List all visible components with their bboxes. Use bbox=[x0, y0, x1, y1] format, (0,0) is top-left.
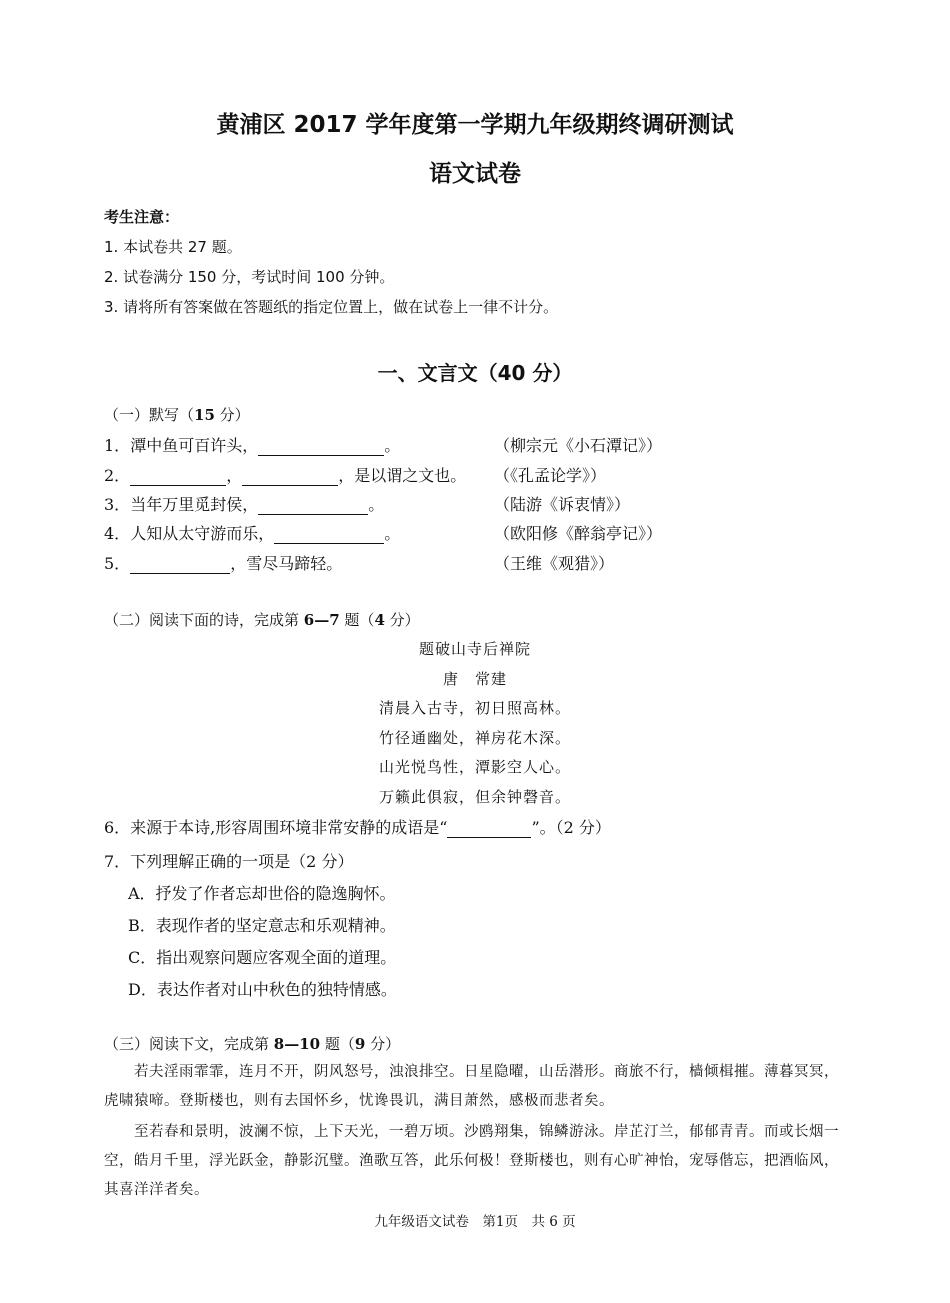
answer-blank[interactable] bbox=[258, 498, 368, 515]
option-d: D．表达作者对山中秋色的独特情感。 bbox=[128, 980, 397, 999]
question-3-source: （陆游《诉衷情》） bbox=[494, 495, 631, 514]
part2-heading: （二）阅读下面的诗，完成第 6—7 题（4 分） bbox=[104, 611, 420, 629]
question-5: 5． ，雪尽马蹄轻。 bbox=[104, 554, 343, 573]
question-7: 7．下列理解正确的一项是（2 分） bbox=[104, 852, 354, 871]
answer-blank[interactable] bbox=[274, 527, 384, 544]
question-4: 4．人知从太守游而乐， 。 bbox=[104, 524, 401, 543]
option-c: C．指出观察问题应客观全面的道理。 bbox=[128, 948, 397, 967]
passage-paragraph-2: 至若春和景明，波澜不惊，上下天光，一碧万顷。沙鸥翔集，锦鳞游泳。岸芷汀兰，郁郁青青。而或长烟一空，皓月千里，浮光跃金，静影沉璧。渔歌互答，此乐何极！登斯楼也，则有心旷神怡，宠辱偕忘，把酒临风，其喜洋洋者矣。 bbox=[104, 1124, 839, 1198]
question-4-source: （欧阳修《醉翁亭记》） bbox=[494, 524, 663, 543]
poem-author: 唐 常建 bbox=[442, 670, 507, 688]
answer-blank[interactable] bbox=[130, 469, 226, 486]
notice-item-1: 1. 本试卷共 27 题。 bbox=[104, 238, 242, 256]
question-5-source: （王维《观猎》） bbox=[494, 554, 615, 573]
section-title: 一、文言文（40 分） bbox=[377, 361, 573, 385]
answer-blank[interactable] bbox=[258, 439, 384, 456]
option-a: A．抒发了作者忘却世俗的隐逸胸怀。 bbox=[128, 884, 396, 903]
answer-blank[interactable] bbox=[447, 821, 531, 838]
question-2: 2． ， ，是以谓之文也。 bbox=[104, 466, 467, 485]
question-6: 6．来源于本诗,形容周围环境非常安静的成语是“ ”。（2 分） bbox=[104, 818, 611, 837]
notice-heading: 考生注意： bbox=[104, 208, 180, 226]
answer-blank[interactable] bbox=[242, 469, 338, 486]
notice-item-2: 2. 试卷满分 150 分，考试时间 100 分钟。 bbox=[104, 268, 395, 286]
passage-paragraph-1: 若夫淫雨霏霏，连月不开，阴风怒号，浊浪排空。日星隐曜，山岳潜形。商旅不行，樯倾楫摧。薄暮冥冥，虎啸猿啼。登斯楼也，则有去国怀乡，忧谗畏讥，满目萧然，感极而悲者矣。 bbox=[104, 1064, 839, 1109]
poem-line: 万籁此俱寂，但余钟磬音。 bbox=[378, 788, 571, 806]
part1-heading: （一）默写（15 分） bbox=[104, 406, 250, 424]
part3-heading: （三）阅读下文，完成第 8—10 题（9 分） bbox=[104, 1035, 401, 1053]
notice-item-3: 3. 请将所有答案做在答题纸的指定位置上，做在试卷上一律不计分。 bbox=[104, 298, 559, 316]
question-2-source: （《孔孟论学》） bbox=[494, 466, 607, 485]
option-b: B．表现作者的坚定意志和乐观精神。 bbox=[128, 916, 396, 935]
question-3: 3．当年万里觅封侯， 。 bbox=[104, 495, 385, 514]
page-footer: 九年级语文试卷 第1页 共 6 页 bbox=[374, 1214, 576, 1230]
exam-title: 黄浦区 2017 学年度第一学期九年级期终调研测试 bbox=[216, 112, 734, 138]
poem-title: 题破山寺后禅院 bbox=[418, 640, 531, 658]
answer-blank[interactable] bbox=[130, 557, 230, 574]
exam-subtitle: 语文试卷 bbox=[429, 161, 521, 187]
poem-line: 竹径通幽处，禅房花木深。 bbox=[378, 729, 571, 747]
question-1-source: （柳宗元《小石潭记》） bbox=[494, 436, 663, 455]
question-1: 1．潭中鱼可百许头， 。 bbox=[104, 436, 401, 455]
poem-line: 清晨入古寺，初日照高林。 bbox=[378, 699, 571, 717]
poem-line: 山光悦鸟性，潭影空人心。 bbox=[378, 758, 571, 776]
